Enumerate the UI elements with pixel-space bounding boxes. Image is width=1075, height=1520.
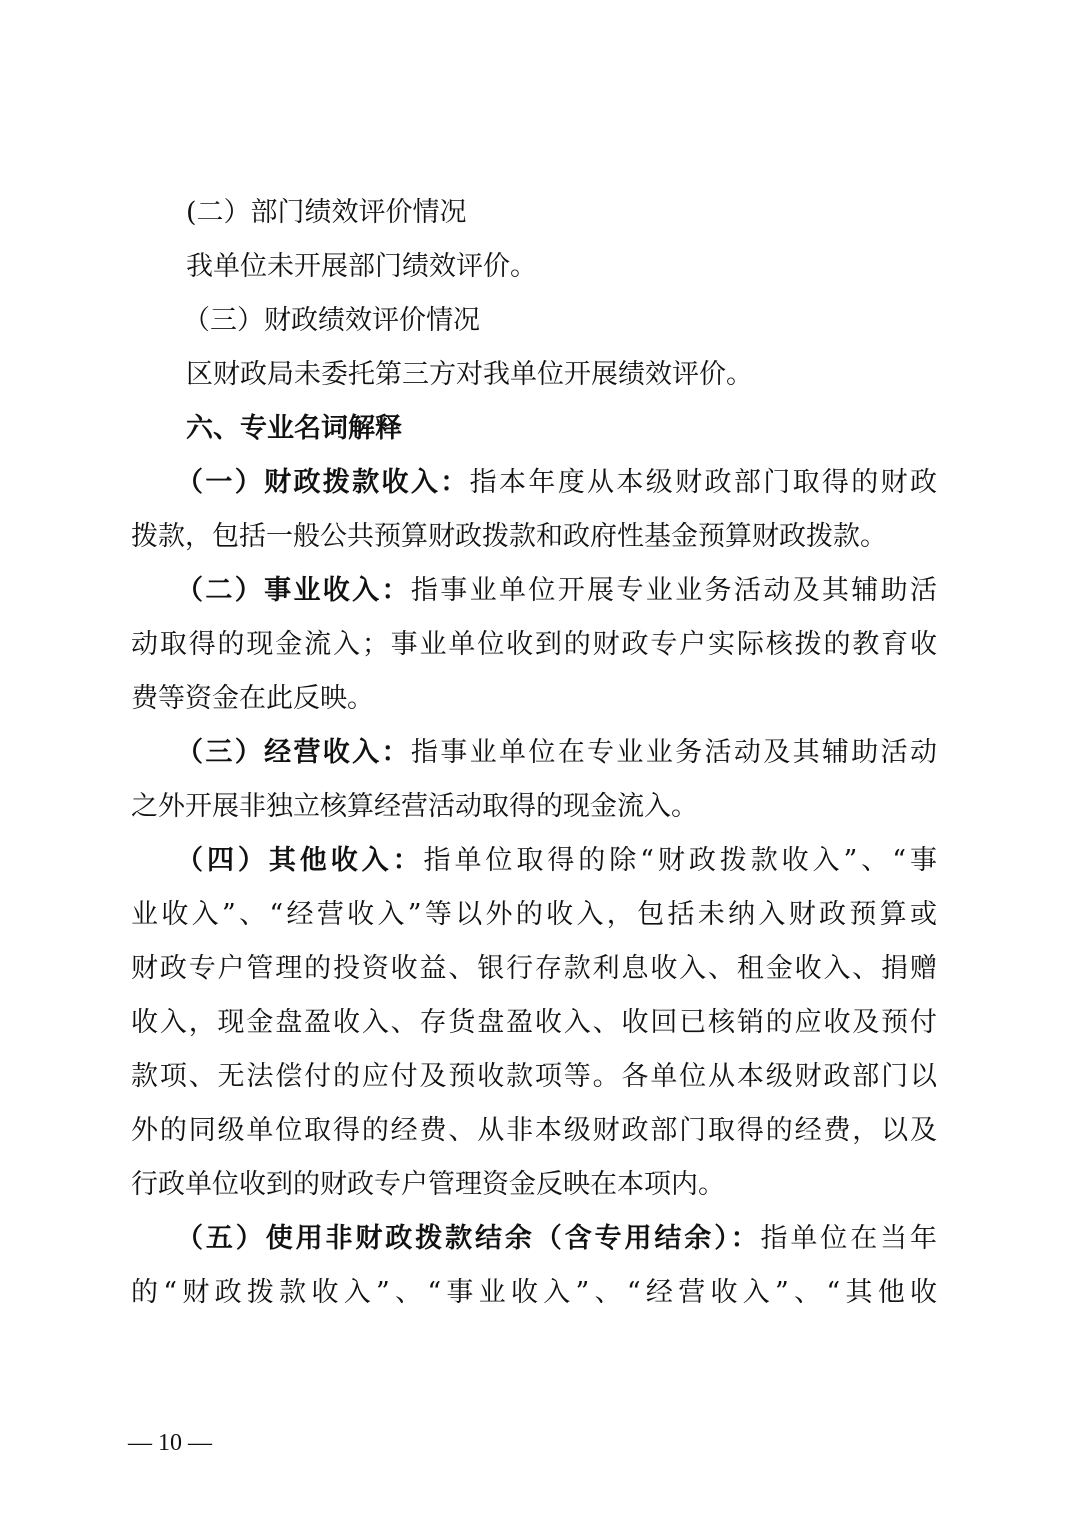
- term-operating-income: （三）经营收入：: [176, 737, 411, 768]
- definition-continuation: 拨款，包括一般公共预算财政拨款和政府性基金预算财政拨款。: [131, 521, 887, 552]
- section-heading-dept-performance: (二）部门绩效评价情况: [186, 197, 467, 228]
- definition-text: 指事业单位在专业业务活动及其辅助活动: [410, 737, 938, 768]
- definition-non-fiscal-surplus-line: [131, 1222, 937, 1256]
- term-business-income: （二）事业收入：: [176, 575, 411, 606]
- term-fiscal-appropriation: （一）财政拨款收入：: [176, 467, 470, 498]
- definition-text: 指本年度从本级财政部门取得的财政: [469, 467, 938, 498]
- definition-continuation: 的“财政拨款收入”、“事业收入”、“经营收入”、“其他收: [131, 1277, 937, 1308]
- definition-continuation: 财政专户管理的投资收益、银行存款利息收入、租金收入、捐赠: [131, 953, 937, 984]
- definition-continuation: 款项、无法偿付的应付及预收款项等。各单位从本级财政部门以: [131, 1061, 937, 1092]
- definition-text: 指单位在当年: [760, 1223, 937, 1254]
- definition-continuation: 业收入”、“经营收入”等以外的收入，包括未纳入财政预算或: [131, 899, 937, 930]
- definition-continuation: 之外开展非独立核算经营活动取得的现金流入。: [131, 791, 698, 822]
- page-number: — 10 —: [128, 1430, 212, 1456]
- paragraph-finance-performance: 区财政局未委托第三方对我单位开展绩效评价。: [186, 359, 753, 390]
- term-non-fiscal-surplus: （五）使用非财政拨款结余（含专用结余）：: [176, 1223, 761, 1254]
- definition-continuation: 外的同级单位取得的经费、从非本级财政部门取得的经费，以及: [131, 1115, 937, 1146]
- definition-continuation: 费等资金在此反映。: [131, 683, 374, 714]
- definition-other-income-line: [131, 844, 937, 878]
- definition-continuation: 收入，现金盘盈收入、存货盘盈收入、收回已核销的应收及预付: [131, 1007, 937, 1038]
- term-other-income: （四）其他收入：: [176, 845, 424, 876]
- definition-business-income-line: [131, 574, 937, 608]
- definition-continuation: 动取得的现金流入；事业单位收到的财政专户实际核拨的教育收: [131, 629, 937, 660]
- definition-text: 指事业单位开展专业业务活动及其辅助活: [410, 575, 938, 606]
- section-heading-finance-performance: （三）财政绩效评价情况: [183, 305, 480, 336]
- definition-operating-income-line: [131, 736, 937, 770]
- definition-continuation: 行政单位收到的财政专户管理资金反映在本项内。: [131, 1169, 725, 1200]
- section-heading-glossary: 六、专业名词解释: [186, 413, 402, 444]
- paragraph-dept-performance: 我单位未开展部门绩效评价。: [186, 251, 537, 282]
- definition-text: 指单位取得的除“财政拨款收入”、“事: [423, 845, 937, 876]
- definition-fiscal-appropriation-line: [131, 466, 937, 500]
